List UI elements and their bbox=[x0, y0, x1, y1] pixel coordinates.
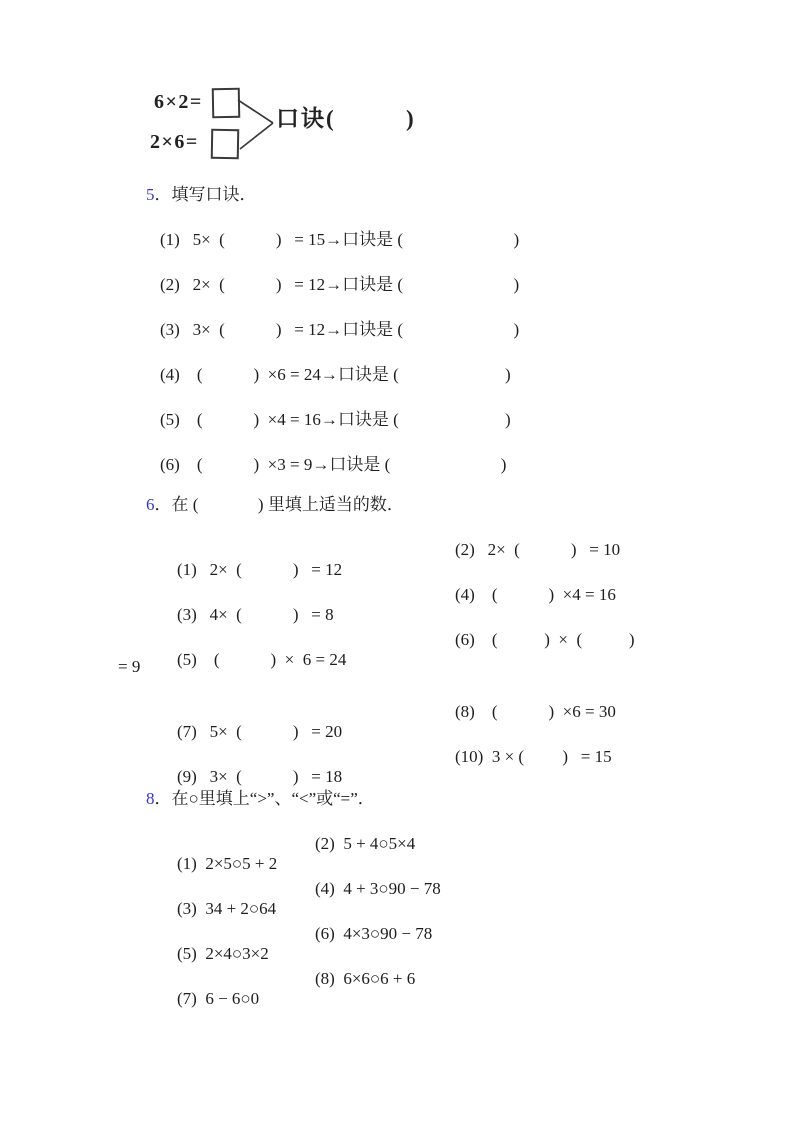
q8-item-7: (7) 6 − 6○0 bbox=[177, 989, 260, 1008]
q6-item-1: (1) 2× ( ) = 12 bbox=[177, 560, 343, 579]
q8-item-1: (1) 2×5○5 + 2 bbox=[177, 854, 278, 873]
q8-item-3: (3) 34 + 2○64 bbox=[177, 899, 277, 918]
question-5-header bbox=[146, 185, 793, 205]
question-6-title: ．在 ( ) 里填上适当的数． bbox=[154, 495, 404, 514]
q5-item-5: (5) ( ) ×4 = 16→口诀是 ( ) bbox=[160, 410, 511, 429]
q6-item-5: (5) ( ) × 6 = 24 bbox=[177, 650, 347, 669]
q8-row-1 bbox=[160, 834, 793, 873]
q6-item-3: (3) 4× ( ) = 8 bbox=[177, 605, 334, 624]
q8-item-8: (8) 6×6○6 + 6 bbox=[315, 969, 416, 988]
q5-item-2: (2) 2× ( ) = 12→口诀是 ( ) bbox=[160, 275, 520, 294]
q5-item-1: (1) 5× ( ) = 15→口诀是 ( ) bbox=[160, 230, 520, 249]
q5-item-3: (3) 3× ( ) = 12→口诀是 ( ) bbox=[160, 320, 520, 339]
q8-item-5: (5) 2×4○3×2 bbox=[177, 944, 269, 963]
question-8-number: 8 bbox=[146, 789, 155, 808]
question-6-header bbox=[146, 495, 793, 515]
q8-row-2 bbox=[160, 879, 793, 918]
q8-row-4 bbox=[160, 969, 793, 1008]
koujue-label: 口诀( bbox=[276, 106, 336, 131]
q8-item-6: (6) 4×3○90 − 78 bbox=[315, 924, 433, 943]
q8-item-2: (2) 5 + 4○5×4 bbox=[315, 834, 416, 853]
expression-bottom: 2×6= bbox=[150, 131, 199, 153]
q6-item-9: (9) 3× ( ) = 18 bbox=[177, 767, 343, 786]
q6-row-5 bbox=[160, 747, 793, 786]
q6-item-6: (6) ( ) × ( ) bbox=[455, 630, 635, 649]
converge-lines-icon bbox=[235, 97, 279, 155]
q5-item-4: (4) ( ) ×6 = 24→口诀是 ( ) bbox=[160, 365, 511, 384]
q8-row-3 bbox=[160, 924, 793, 963]
q5-item-6: (6) ( ) ×3 = 9→口诀是 ( ) bbox=[160, 455, 507, 474]
q8-item-4: (4) 4 + 3○90 − 78 bbox=[315, 879, 441, 898]
multiplication-pair-diagram bbox=[150, 85, 470, 165]
q6-item-7: (7) 5× ( ) = 20 bbox=[177, 722, 343, 741]
q6-row-2 bbox=[160, 585, 793, 624]
koujue-close-paren: ) bbox=[406, 106, 414, 131]
q6-item-8: (8) ( ) ×6 = 30 bbox=[455, 702, 616, 721]
question-8-header bbox=[146, 789, 793, 809]
q6-item-2: (2) 2× ( ) = 10 bbox=[455, 540, 621, 559]
q6-row-1 bbox=[160, 540, 793, 579]
q6-item-4: (4) ( ) ×4 = 16 bbox=[455, 585, 616, 604]
q6-row-4 bbox=[160, 702, 793, 741]
question-8-title: ．在○里填上“>”、“<”或“=”． bbox=[154, 789, 375, 808]
q6-item-10: (10) 3 × ( ) = 15 bbox=[455, 747, 612, 766]
question-5-title: ．填写口诀． bbox=[154, 185, 257, 204]
q6-row-3 bbox=[160, 630, 793, 669]
question-5-number: 5 bbox=[146, 185, 155, 204]
expression-top: 6×2= bbox=[154, 91, 203, 113]
question-6-number: 6 bbox=[146, 495, 155, 514]
q6-item-6-continuation: = 9 bbox=[118, 657, 141, 676]
